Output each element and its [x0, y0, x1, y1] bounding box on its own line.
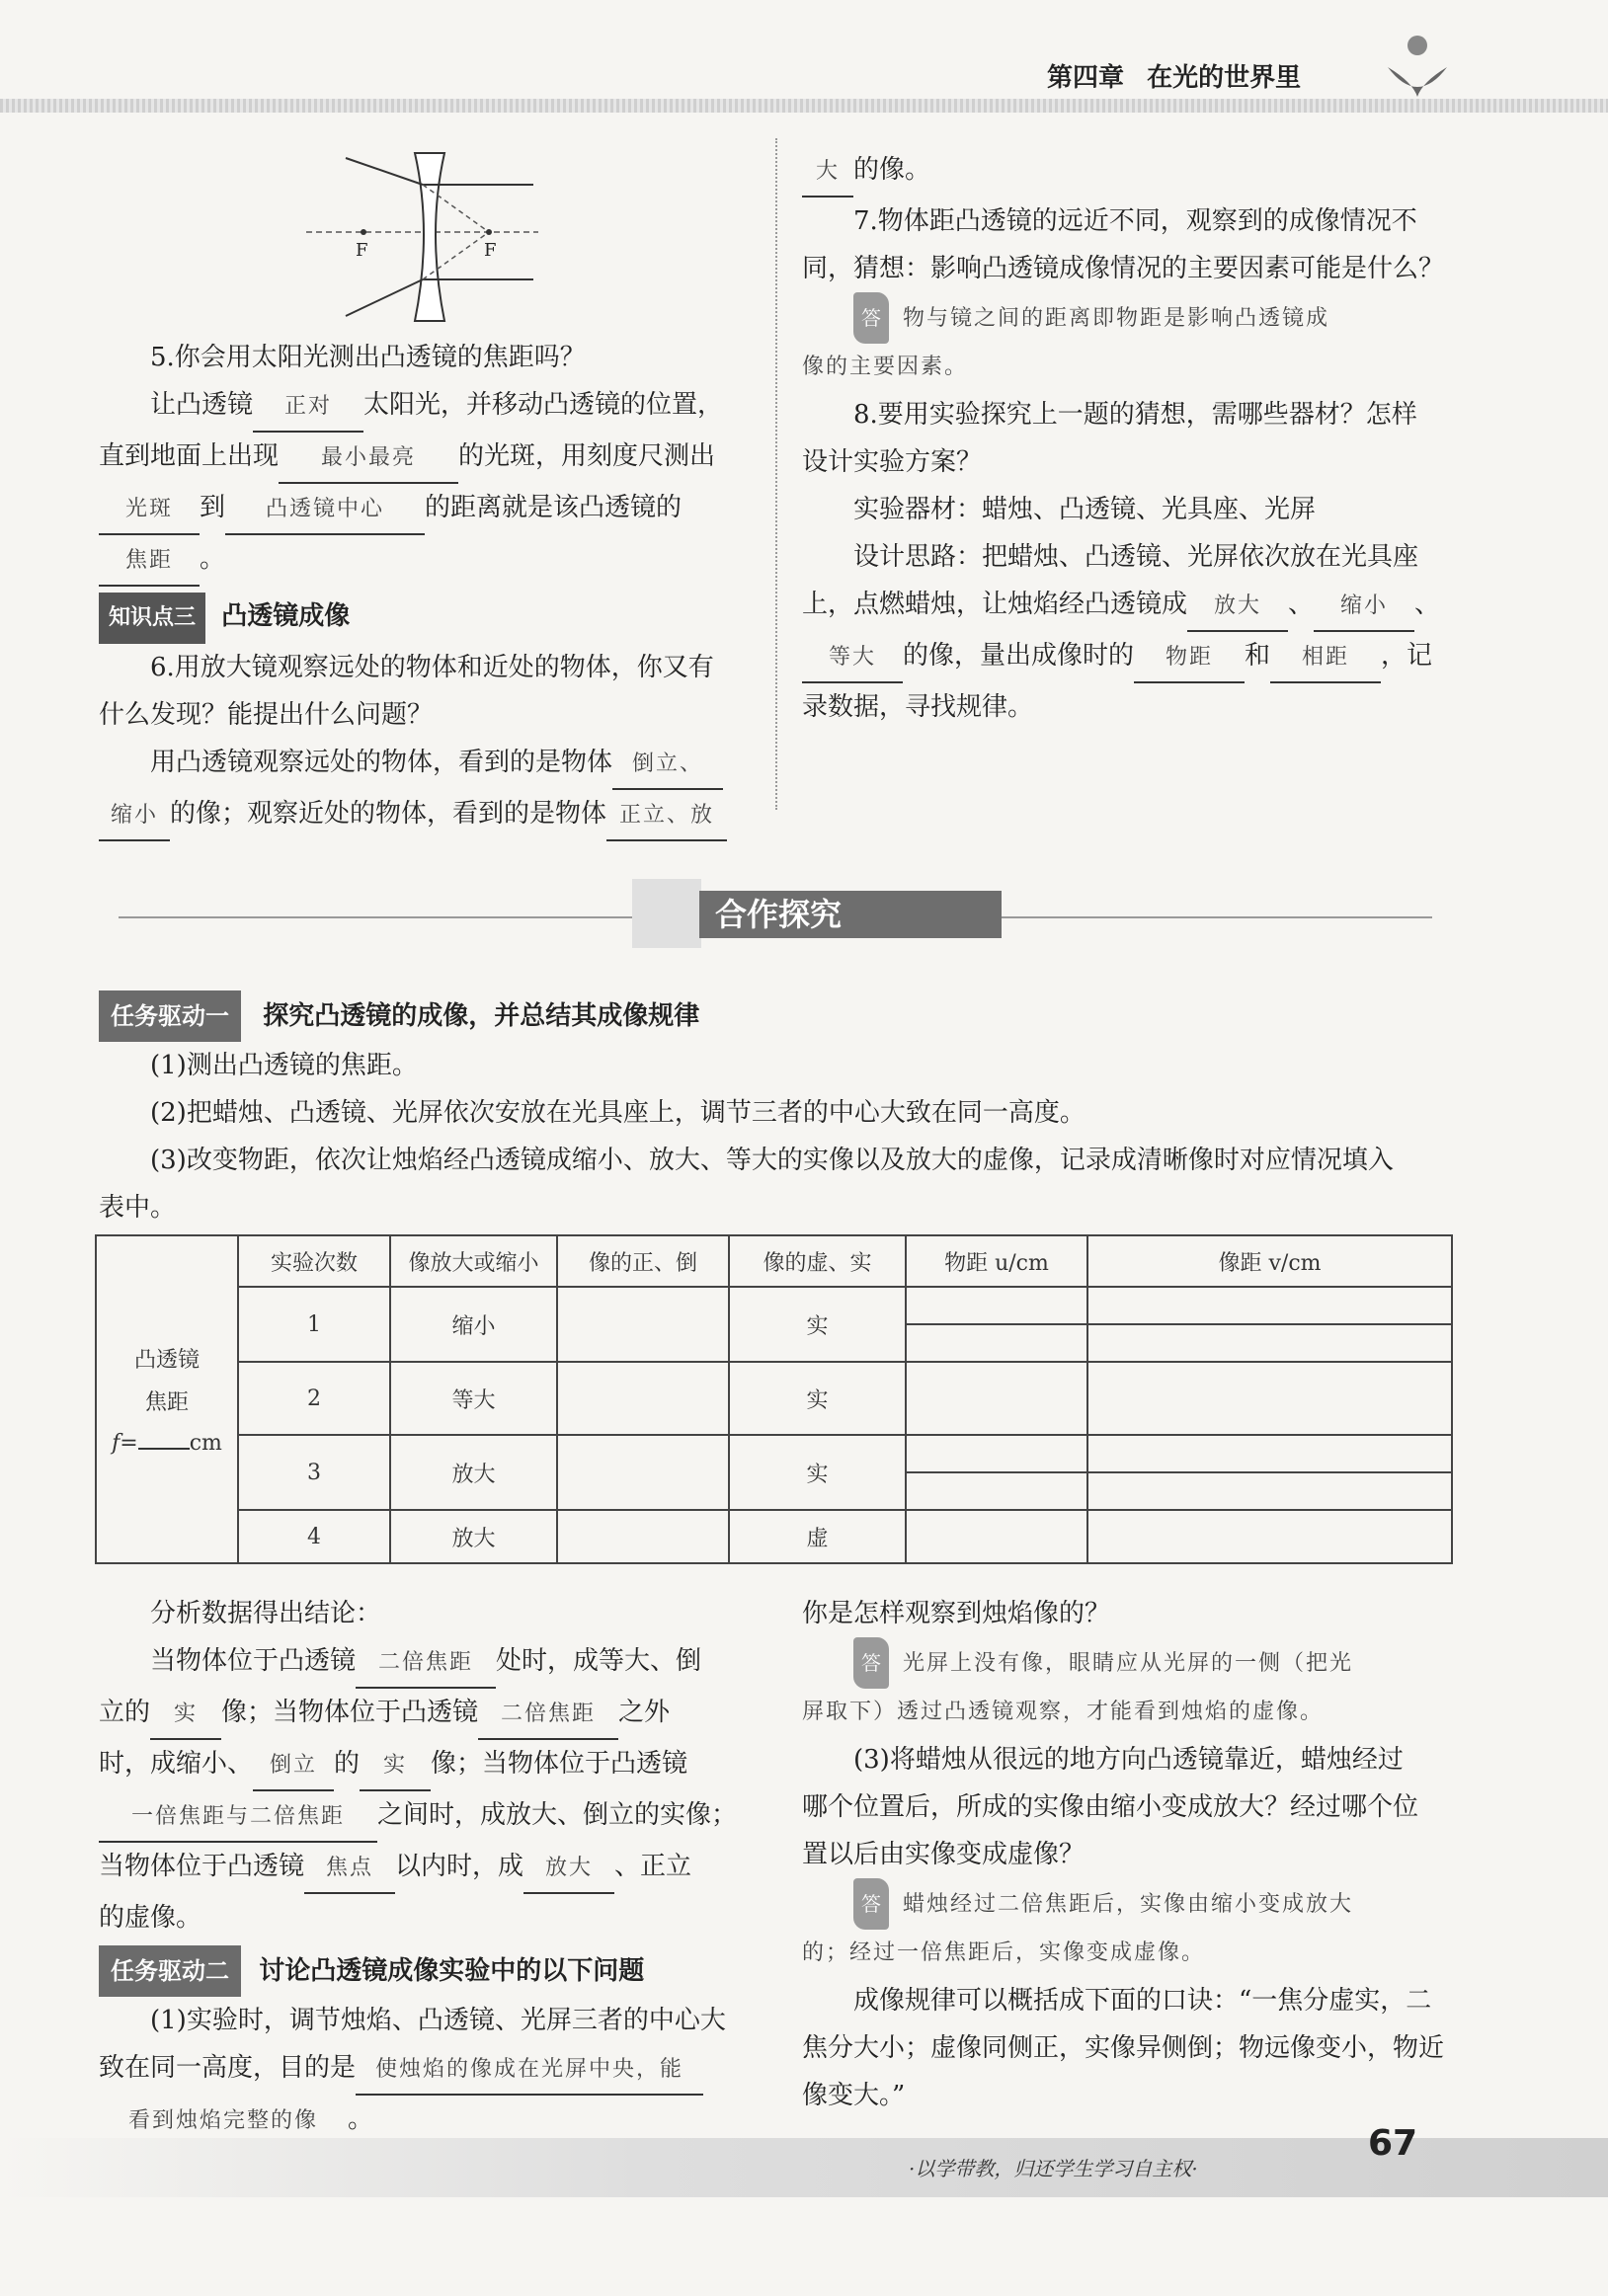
- table-cell: 实: [729, 1362, 906, 1435]
- table-cell[interactable]: [1087, 1472, 1452, 1510]
- answer-blank: 使烛焰的像成在光屏中央，能: [356, 2046, 703, 2096]
- left-column: 5.你会用太阳光测出凸透镜的焦距吗？ 让凸透镜 正对 太阳光，并移动凸透镜的位置， 直到地面上出现 最小最亮 的光斑，用刻度尺测出 光斑 到 凸透镜中心 的距离就是该凸透镜的 焦距 。 知识点三 凸透镜成像 6.用放大镜观察远处的物体和近处的物体，你又有 什么发现？能提出什么问题？ 用凸透镜观察远处的物体，看到的是物体 倒立、 缩小 的像；观察近处的物体，看到的是物体 正立、放: [99, 334, 751, 841]
- right-column-bottom: 你是怎样观察到烛焰像的？ 答 光屏上没有像，眼睛应从光屏的一侧（把光 屏取下）透过凸透镜观察，才能看到烛焰的虚像。 (3)将蜡烛从很远的地方向凸透镜靠近，蜡烛经过 哪个位置后，所成的实像由缩小变成放大？经过哪个位 置以后由实像变成虚像？ 答 蜡烛经过二倍焦距后，实像由缩小变成放大 的；经过一倍焦距后，实像变成虚像。 成像规律可以概括成下面的口诀：“一焦分虚实，二 焦分大小；虚像同侧正，实像异侧倒；物远像变小，物近 像变大。”: [802, 1599, 1445, 2110]
- table-cell: 放大: [390, 1435, 557, 1510]
- chapter-number: 第四章: [1047, 63, 1125, 93]
- answer-blank: 大: [802, 148, 853, 198]
- table-cell: 等大: [390, 1362, 557, 1435]
- answer-blank: 二倍焦距: [478, 1691, 618, 1740]
- table-cell[interactable]: [1087, 1510, 1452, 1563]
- table-cell: 2: [238, 1362, 390, 1435]
- focal-label-left: F: [356, 240, 368, 261]
- knowledge-point-title: 凸透镜成像: [221, 601, 351, 631]
- table-cell: 4: [238, 1510, 390, 1563]
- answer-label: 答: [853, 1637, 889, 1689]
- table-cell[interactable]: [906, 1362, 1087, 1435]
- chapter-title: 在光的世界里: [1147, 63, 1302, 93]
- answer-blank: 看到烛焰完整的像: [99, 2098, 348, 2147]
- table-header: 像距 v/cm: [1087, 1235, 1452, 1287]
- answer-blank: 物距: [1134, 634, 1245, 683]
- answer-blank: 光斑: [99, 486, 200, 535]
- table-cell[interactable]: [906, 1324, 1087, 1362]
- answer-blank: 一倍焦距与二倍焦距: [99, 1793, 377, 1843]
- concave-lens-diagram: [296, 143, 553, 331]
- page-header: [1047, 57, 1301, 94]
- table-cell: 实: [729, 1435, 906, 1510]
- table-cell: 实: [729, 1287, 906, 1362]
- right-column: 大 的像。 7.物体距凸透镜的远近不同，观察到的成像情况不 同，猜想：影响凸透镜成像情况的主要因素可能是什么？ 答 物与镜之间的距离即物距是影响凸透镜成 像的主要因素。 8.要用实验探究上一题的猜想，需哪些器材？怎样 设计实验方案？ 实验器材：蜡烛、凸透镜、光具座、光屏 设计思路：把蜡烛、凸透镜、光屏依次放在光具座 上，点燃蜡烛，让烛焰经凸透镜成 放大 、 缩小 、 等大 的像，量出成像时的 物距 和 相距 ，记 录数据，寻找规律。: [802, 146, 1454, 731]
- table-cell[interactable]: [1087, 1435, 1452, 1472]
- table-cell[interactable]: [906, 1435, 1087, 1472]
- task1-tag: 任务驱动一: [99, 990, 241, 1042]
- answer-blank: 正立、放: [606, 792, 727, 841]
- task1-title: 探究凸透镜的成像，并总结其成像规律: [263, 1001, 700, 1031]
- table-header: 实验次数: [238, 1235, 390, 1287]
- table-cell[interactable]: [1087, 1287, 1452, 1324]
- table-header: 物距 u/cm: [906, 1235, 1087, 1287]
- answer-blank: 二倍焦距: [356, 1639, 496, 1689]
- page-number: 67: [1368, 2123, 1418, 2164]
- answer-blank: 正对: [253, 383, 363, 433]
- header-bar: [0, 99, 1608, 113]
- answer-blank: 最小最亮: [279, 435, 458, 484]
- table-cell[interactable]: [557, 1510, 729, 1563]
- task1-section: 任务驱动一 探究凸透镜的成像，并总结其成像规律 (1)测出凸透镜的焦距。 (2)把蜡烛、凸透镜、光屏依次安放在光具座上，调节三者的中心大致在同一高度。 (3)改变物距，依次让烛焰经凸透镜成缩小、放大、等大的实像以及放大的虚像，记录成清晰像时对应情况填入 表中。: [99, 990, 1462, 1231]
- task2-tag: 任务驱动二: [99, 1945, 241, 1997]
- knowledge-point-tag: 知识点三: [99, 593, 205, 644]
- answer-blank: 凸透镜中心: [225, 486, 425, 535]
- book-logo-icon: [1378, 28, 1457, 107]
- answer-blank: 缩小: [99, 792, 170, 841]
- table-header: 像的正、倒: [557, 1235, 729, 1287]
- table-cell[interactable]: [557, 1287, 729, 1362]
- table-cell[interactable]: [557, 1362, 729, 1435]
- answer-blank: 缩小: [1314, 583, 1414, 632]
- answer-label: 答: [853, 292, 889, 344]
- answer-label: 答: [853, 1878, 889, 1930]
- focal-length-cell: 凸透镜 焦距 f= cm: [96, 1235, 238, 1563]
- answer-blank: 实: [150, 1691, 221, 1740]
- answer-blank: 放大: [523, 1845, 614, 1894]
- footer-motto: ·以学带教，归还学生学习自主权·: [909, 2157, 1198, 2180]
- table-header: 像的虚、实: [729, 1235, 906, 1287]
- task2-title: 讨论凸透镜成像实验中的以下问题: [259, 1956, 645, 1986]
- table-cell[interactable]: [906, 1472, 1087, 1510]
- table-cell[interactable]: [557, 1435, 729, 1510]
- answer-blank: 焦距: [99, 537, 200, 587]
- answer-blank[interactable]: [138, 1428, 190, 1450]
- table-cell: 虚: [729, 1510, 906, 1563]
- experiment-table: [95, 1234, 1453, 1564]
- answer-blank: 相距: [1270, 634, 1381, 683]
- table-cell[interactable]: [906, 1510, 1087, 1563]
- table-cell[interactable]: [1087, 1324, 1452, 1362]
- table-cell[interactable]: [1087, 1362, 1452, 1435]
- table-header: 像放大或缩小: [390, 1235, 557, 1287]
- focal-label-right: F: [484, 240, 497, 261]
- table-cell: 3: [238, 1435, 390, 1510]
- answer-blank: 等大: [802, 634, 903, 683]
- coop-banner: [632, 879, 998, 948]
- answer-blank: 倒立: [253, 1742, 334, 1791]
- question-5: 5.你会用太阳光测出凸透镜的焦距吗？: [150, 343, 586, 372]
- coop-title: 合作探究: [699, 891, 1002, 938]
- banner-letter-h: [632, 879, 701, 948]
- table-cell: 放大: [390, 1510, 557, 1563]
- table-cell[interactable]: [906, 1287, 1087, 1324]
- table-cell: 1: [238, 1287, 390, 1362]
- column-divider: [775, 138, 777, 810]
- table-cell: 缩小: [390, 1287, 557, 1362]
- answer-blank: 放大: [1187, 583, 1288, 632]
- answer-blank: 焦点: [304, 1845, 395, 1894]
- answer-blank: 倒立、: [612, 741, 723, 790]
- answer-blank: 实: [360, 1742, 431, 1791]
- conclusion-section: 分析数据得出结论： 当物体位于凸透镜 二倍焦距 处时，成等大、倒 立的 实 像；当物体位于凸透镜 二倍焦距 之外 时，成缩小、 倒立 的 实 像；当物体位于凸透镜 一倍焦距与二倍焦距 之间时，成放大、倒立的实像； 当物体位于凸透镜 焦点 以内时，成 放大 、正立 的虚像。 任务驱动二 讨论凸透镜成像实验中的以下问题 (1)实验时，调节烛焰、凸透镜、光屏三者的中心大 致在同一高度，目的是 使烛焰的像成在光屏中央，能 看到烛焰完整的像 。: [99, 1590, 751, 2194]
- footer-bar: [0, 2138, 1608, 2197]
